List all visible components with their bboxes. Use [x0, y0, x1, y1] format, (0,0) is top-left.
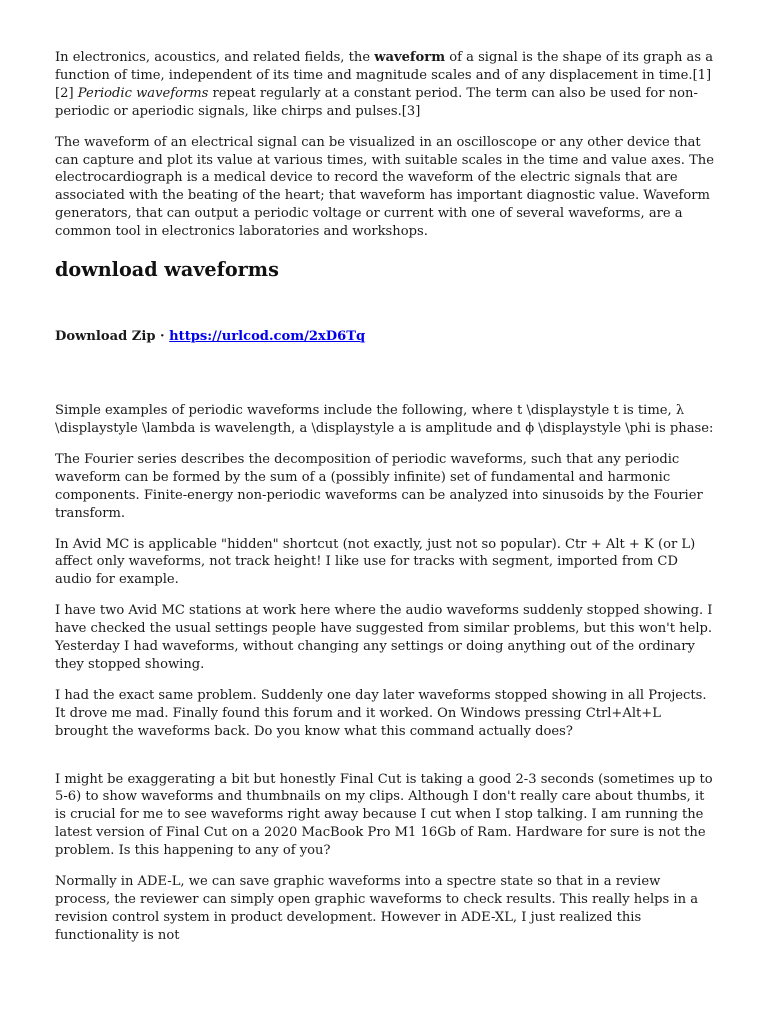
fourier-paragraph: The Fourier series describes the decomposition of periodic waveforms, such that any periodic waveform can be formed by the sum of a (possibly infinite) set of fundamental and harmonic components. Finite-energy non-periodic waveforms can be analyzed into sinusoids by the Fourier transform. — [55, 451, 703, 521]
periodic-waveforms-term: Periodic waveforms — [77, 85, 209, 101]
exact-problem-paragraph: I had the exact same problem. Suddenly one day later waveforms stopped showing in all Projects. It drove me mad. Finally found this forum and it worked. On Windows pressing Ctrl+Alt+L brought the waveforms back. Do you know what this command actually does? — [55, 687, 707, 739]
intro-paragraph — [55, 49, 717, 121]
final-cut-paragraph: I might be exaggerating a bit but honestly Final Cut is taking a good 2-3 seconds (sometimes up to 5-6) to show waveforms and thumbnails on my clips. Although I don't really care about thumbs, it is crucial for me to see waveforms right away because I cut when I stop talking. I am running the latest version of Final Cut on a 2020 MacBook Pro M1 16Gb of Ram. Hardware for sure is not the problem. Is this happening to any of you? — [55, 771, 713, 859]
avid-stations-paragraph: I have two Avid MC stations at work here where the audio waveforms suddenly stopped showing. I have checked the usual settings people have suggested from similar problems, but this won't help. Yesterday I had waveforms, without changing any settings or doing anything out of the ordinary they stopped showing. — [55, 603, 713, 672]
download-line — [55, 328, 717, 346]
download-label: Download Zip · — [55, 329, 170, 345]
intro-text-start: In electronics, acoustics, and related fields, the — [55, 50, 375, 65]
oscilloscope-paragraph: The waveform of an electrical signal can be visualized in an oscilloscope or any other device that can capture and plot its value at various times, with suitable scales in the time and value axes. The electrocardiograph is a medical device to record the waveform of the electric signals that are associated with the beating of the heart; that waveform has important diagnostic value. Waveform generators, that can output a periodic voltage or current with one of several waveforms, are a common tool in electronics laboratories and workshops. — [55, 134, 714, 240]
intro-text-middle: of a signal is the shape of its graph as a function of time, independent of its time and magnitude scales and of any displacement in time.[1][2] — [55, 50, 714, 101]
document-page — [55, 49, 717, 945]
periodic-examples-paragraph: Simple examples of periodic waveforms include the following, where t \displaystyle t is time, λ \displaystyle \lambda is wavelength, a \displaystyle a is amplitude and ϕ \displaystyle \phi is phase: — [55, 403, 714, 436]
avid-shortcut-paragraph: In Avid MC is applicable "hidden" shortcut (not exactly, just not so popular). Ctr + Alt + K (or L) affect only waveforms, not track height! I like use for tracks with segment, imported from CD audio for example. — [55, 536, 696, 588]
ade-paragraph: Normally in ADE-L, we can save graphic waveforms into a spectre state so that in a review process, the reviewer can simply open graphic waveforms to check results. This really helps in a revision control system in product development. However in ADE-XL, I just realized this functionality is not — [55, 874, 698, 943]
page-heading: download waveforms — [55, 258, 279, 282]
waveform-term: waveform — [374, 50, 446, 65]
intro-text-end: repeat regularly at a constant period. The term can also be used for non-periodic or aperiodic signals, like chirps and pulses.[3] — [55, 85, 698, 119]
download-link[interactable]: https://urlcod.com/2xD6Tq — [169, 329, 366, 345]
